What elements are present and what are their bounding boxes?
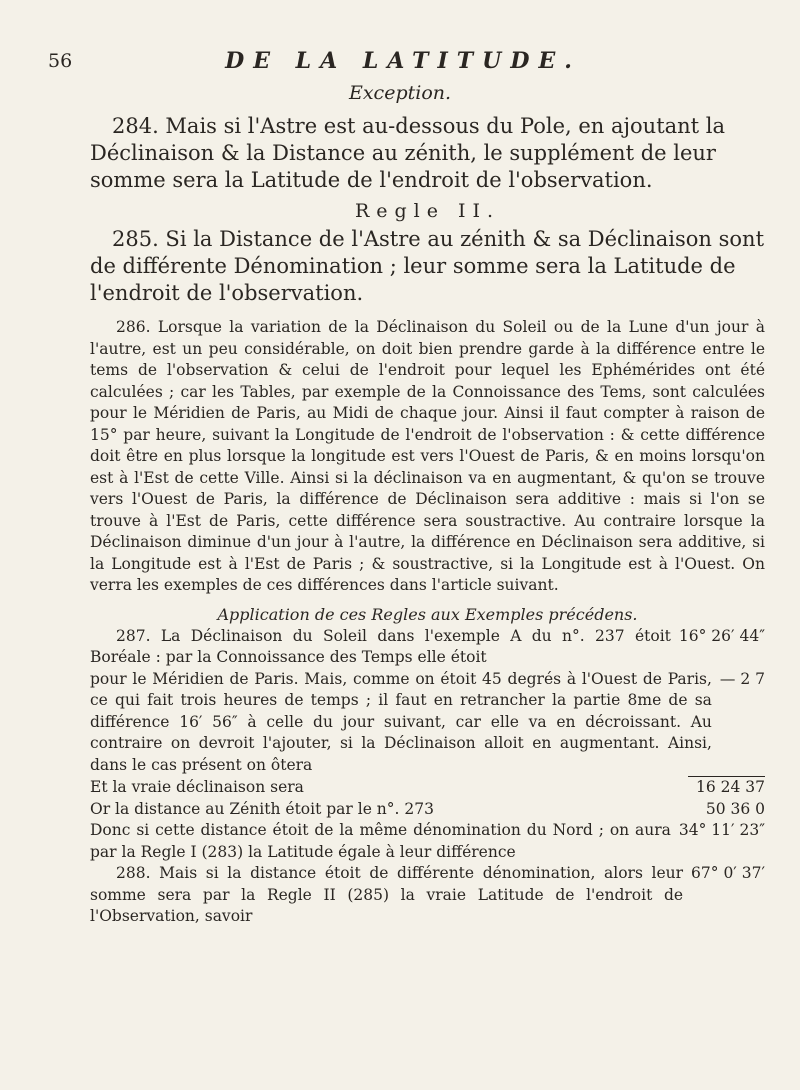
zenith-distance-value: 50 36 0 xyxy=(705,799,765,818)
rule-heading: Regle II. xyxy=(354,200,501,222)
latitude-difference-label: Donc si cette distance étoit de la même dénomination du Nord ; on aura par la Regle I (283) la Latitude égale à leur différence xyxy=(90,821,671,861)
paragraph-287b: pour le Méridien de Paris. Mais, comme on étoit 45 degrés à l'Ouest de Paris, ce qui fait trois heures de temps ; il faut en retrancher la partie 8me de sa différence 16′ 56″ à celle du jour suivant, car elle va en décroissant. Au contraire on devroit l'ajouter, si la Déclinaison alloit en augmentant. Ainsi, dans le cas présent on ôtera xyxy=(90,669,712,774)
running-title: DE LA LATITUDE. xyxy=(225,48,581,74)
paragraph-287b-row xyxy=(90,669,765,777)
section-subtitle: Exception. xyxy=(348,82,452,104)
application-heading: Application de ces Regles aux Exemples précédens. xyxy=(217,604,638,624)
latitude-sum-value: 67° 0′ 37′ xyxy=(691,864,765,882)
subtract-value: — 2 7 xyxy=(719,669,765,688)
latitude-difference-row xyxy=(90,820,765,863)
true-declination-row xyxy=(90,776,765,799)
paragraph-288-row xyxy=(90,863,765,928)
zenith-distance-row xyxy=(90,799,765,821)
page-number: 56 xyxy=(48,50,73,72)
paragraph-284: 284. Mais si l'Astre est au-dessous du Pole, en ajoutant la Déclinaison & la Distance au zénith, le supplément de leur somme sera la Latitude de l'endroit de l'observation. xyxy=(90,114,726,192)
paragraph-286: 286. Lorsque la variation de la Déclinaison du Soleil ou de la Lune d'un jour à l'autre, est un peu considérable, on doit bien prendre garde à la différence entre le tems de l'observation & celui de l'endroit pour lequel les Ephémérides ont été calculées ; car les Tables, par exemple de la Connoissance des Tems, sont calculées pour le Méridien de Paris, au Midi de chaque jour. Ainsi il faut compter à raison de 15° par heure, suivant la Longitude de l'endroit de l'observation : & cette différence doit être en plus lorsque la longitude est vers l'Ouest de Paris, & en moins lorsqu'on est à l'Est de cette Ville. Ainsi si la déclinaison va en augmentant, & qu'on se trouve vers l'Ouest de Paris, la différence de Déclinaison sera additive : mais si l'on se trouve à l'Est de Paris, cette différence sera soustractive. Au contraire lorsque la Déclinaison diminue d'un jour à l'autre, la différence en Déclinaison sera additive, si la Longitude est à l'Est de Paris ; & soustractive, si la Longitude est à l'Ouest. On verra les exemples de ces différences dans l'article suivant. xyxy=(90,318,765,594)
declination-value: 16° 26′ 44″ xyxy=(678,626,765,645)
page-header xyxy=(48,50,758,84)
main-text xyxy=(90,113,765,928)
zenith-distance-label: Or la distance au Zénith étoit par le n°. 273 xyxy=(90,799,434,818)
true-declination-label: Et la vraie déclinaison sera xyxy=(90,778,304,796)
paragraph-287: 287. La Déclinaison du Soleil dans l'exemple A du n°. 237 étoit Boréale : par la Connoissance des Temps elle étoit xyxy=(90,626,671,666)
paragraph-287-row xyxy=(90,626,765,669)
paragraph-285: 285. Si la Distance de l'Astre au zénith & sa Déclinaison sont de différente Dénomination ; leur somme sera la Latitude de l'endroit de l'observation. xyxy=(90,227,765,305)
paragraph-288: 288. Mais si la distance étoit de différente dénomination, alors leur somme sera par la Regle II (285) la vraie Latitude de l'endroit de l'Observation, savoir xyxy=(90,864,684,925)
latitude-difference-value: 34° 11′ 23″ xyxy=(678,821,765,839)
true-declination-value: 16 24 37 xyxy=(688,776,765,799)
